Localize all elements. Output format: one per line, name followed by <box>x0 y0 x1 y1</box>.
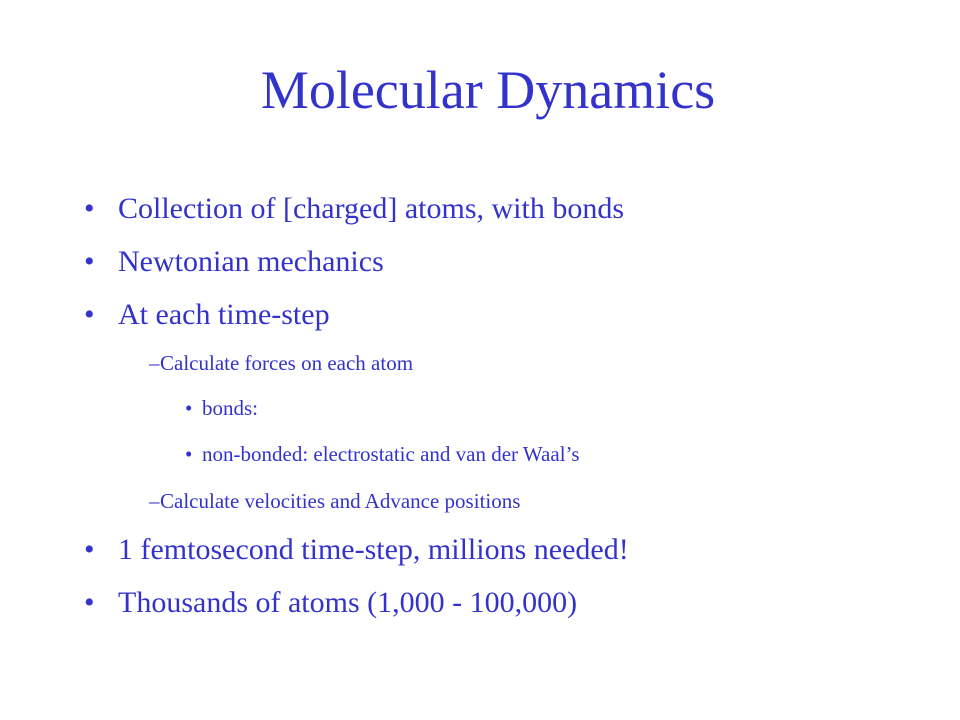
bullet-icon: • <box>84 245 95 278</box>
bullet-text: At each time-step <box>118 298 330 331</box>
bullet-item <box>84 297 904 333</box>
bullet-item <box>84 532 904 568</box>
sub-sub-bullet-item <box>185 441 885 467</box>
dash-icon: – <box>149 351 160 375</box>
bullet-text: Thousands of atoms (1,000 - 100,000) <box>118 586 578 619</box>
sub-bullet-text: Calculate velocities and Advance positions <box>160 489 521 513</box>
bullet-item <box>84 585 904 621</box>
bullet-icon: • <box>185 396 193 420</box>
bullet-text: Newtonian mechanics <box>118 245 384 278</box>
sub-bullet-item <box>149 350 869 376</box>
bullet-icon: • <box>84 533 95 566</box>
slide-title: Molecular Dynamics <box>260 60 716 120</box>
bullet-item <box>84 244 904 280</box>
dash-icon: – <box>149 489 160 513</box>
sub-bullet-item <box>149 488 869 514</box>
bullet-text: Collection of [charged] atoms, with bonds <box>118 192 625 225</box>
sub-sub-bullet-item <box>185 395 885 421</box>
bullet-icon: • <box>84 586 95 619</box>
sub-sub-bullet-text: bonds: <box>202 396 259 420</box>
sub-sub-bullet-text: non-bonded: electrostatic and van der Waal’s <box>202 442 580 466</box>
bullet-icon: • <box>84 298 95 331</box>
bullet-item <box>84 191 904 227</box>
sub-bullet-text: Calculate forces on each atom <box>160 351 414 375</box>
bullet-icon: • <box>185 442 193 466</box>
bullet-icon: • <box>84 192 95 225</box>
bullet-text: 1 femtosecond time-step, millions needed! <box>118 533 629 566</box>
